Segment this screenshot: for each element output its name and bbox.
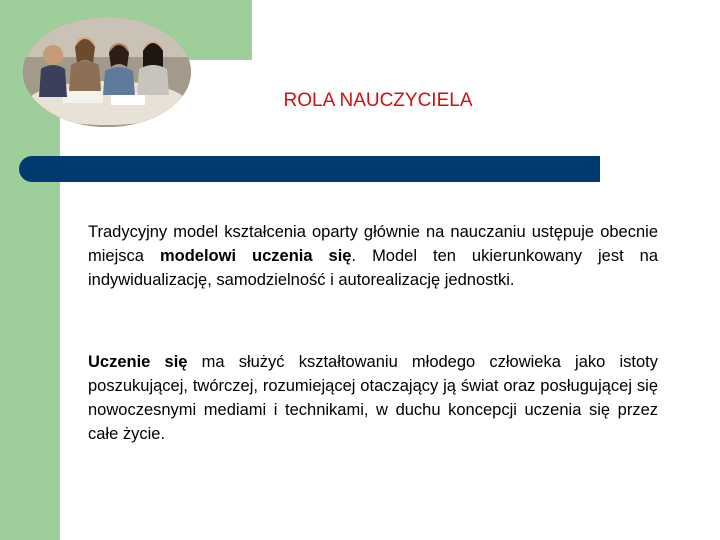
students-photo-illustration	[23, 17, 191, 127]
students-photo	[23, 17, 191, 127]
paragraph1-bold-term: modelowi uczenia się	[159, 247, 352, 265]
paragraph1-text-2: . Model ten ukierunkowany jest na indywidualizację, samodzielność i autorealizację jednostki.	[88, 247, 659, 289]
paragraph2-bold-term: Uczenie się	[88, 353, 188, 371]
title-bar	[19, 156, 600, 182]
paragraph-learning	[88, 350, 658, 446]
paragraph2-text-1: ma służyć kształtowaniu młodego człowieka jako istoty poszukującej, twórczej, rozumiejącej otaczający ją świat oraz posługującej się nowoczesnymi mediami i technikami, w duchu koncepcji uczenia się przez całe życie.	[88, 353, 658, 443]
slide-title: ROLA NAUCZYCIELA	[283, 90, 473, 111]
paragraph-traditional-model	[88, 220, 658, 292]
paragraph1-text-1: Tradycyjny model kształcenia oparty głównie na nauczaniu ustępuje obecnie miejsca	[88, 223, 658, 265]
